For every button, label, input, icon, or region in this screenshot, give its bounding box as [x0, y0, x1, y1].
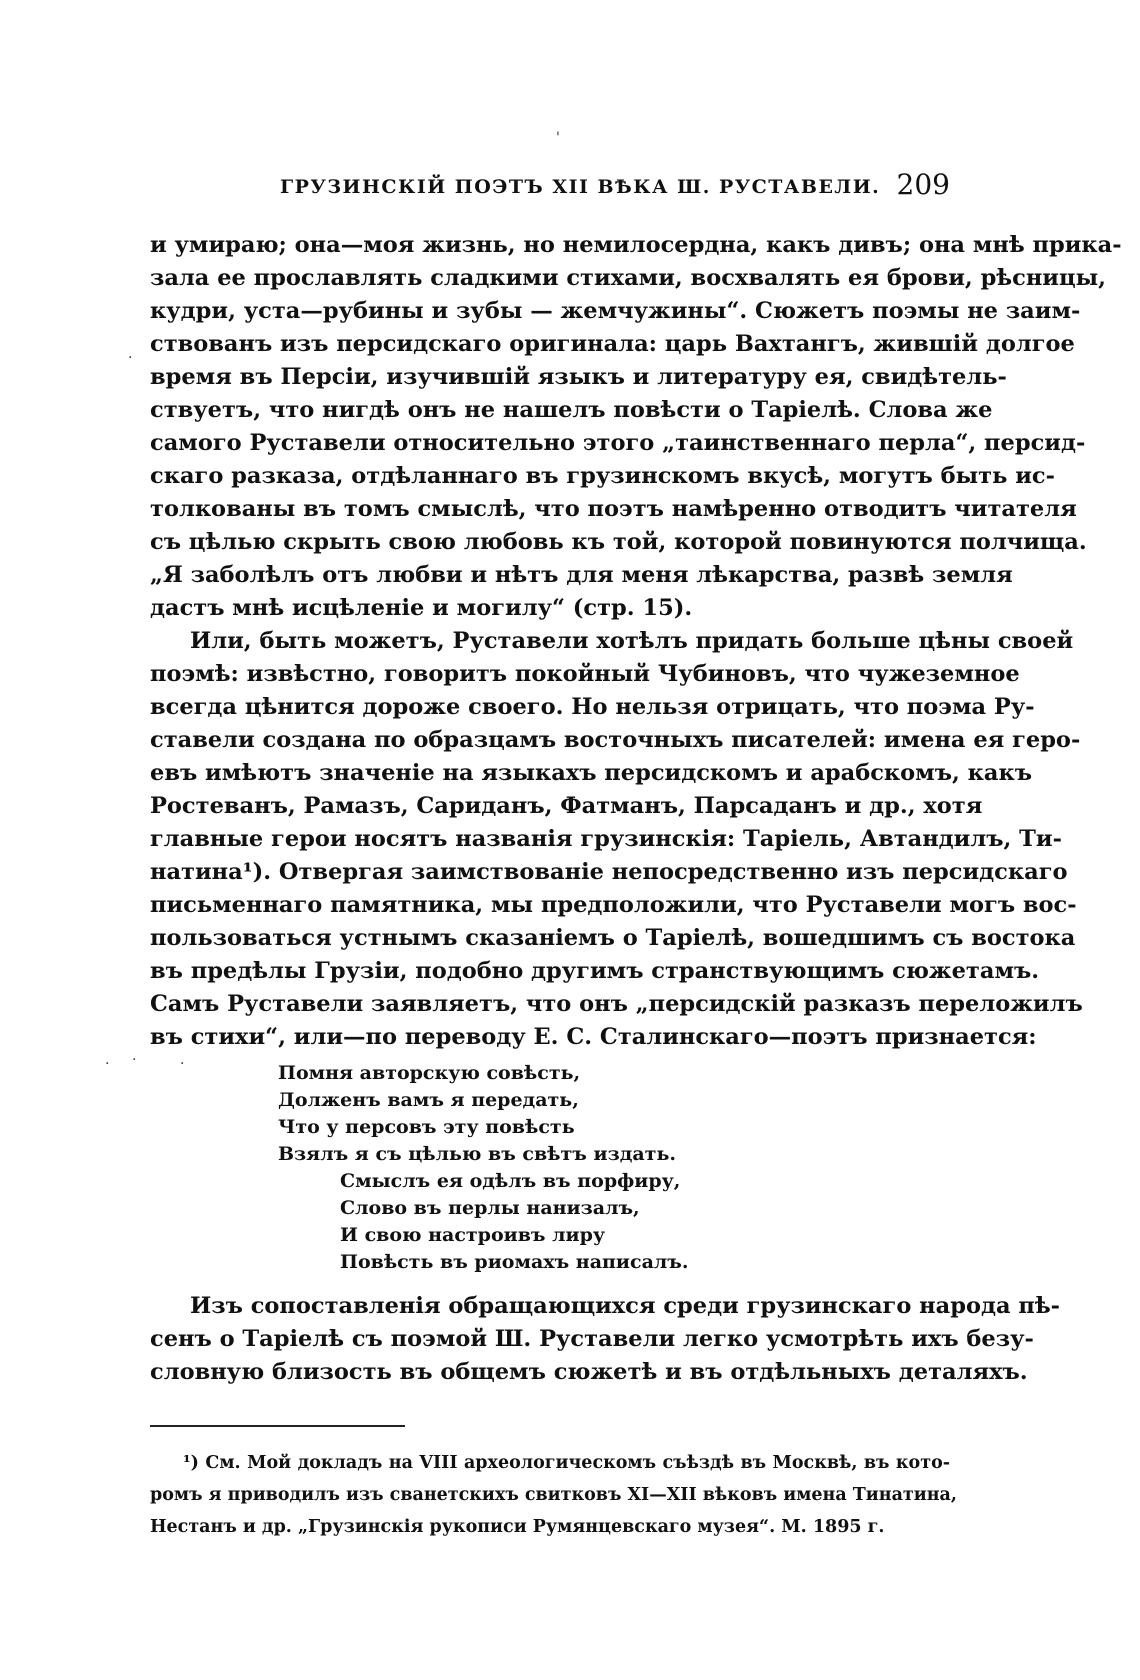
- text-line: время въ Персіи, изучившій языкъ и литературу ея, свидѣтель-: [150, 364, 1007, 390]
- text-line: натина¹). Отвергая заимствованіе непосредственно изъ персидскаго: [150, 859, 1068, 885]
- page-header: [150, 168, 950, 212]
- text-line: ставели создана по образцамъ восточныхъ писателей: имена ея геро-: [150, 727, 1081, 753]
- text-line: ствованъ изъ персидскаго оригинала: царь Вахтангъ, жившій долгое: [150, 331, 1075, 357]
- verse-line: Долженъ вамъ я передать,: [278, 1089, 579, 1111]
- text-line: и умираю; она—моя жизнь, но немилосердна, какъ дивъ; она мнѣ прика-: [150, 232, 1122, 258]
- verse-line: Что у персовъ эту повѣсть: [278, 1116, 575, 1138]
- footnote-line: Нестанъ и др. „Грузинскія рукописи Румянцевскаго музея“. М. 1895 г.: [150, 1517, 885, 1537]
- text-line: пользоваться устнымъ сказаніемъ о Таріелѣ, вошедшимъ съ востока: [150, 925, 1076, 951]
- text-line: Ростеванъ, Рамазъ, Сариданъ, Фатманъ, Парсаданъ и др., хотя: [150, 793, 983, 819]
- text-line: поэмѣ: извѣстно, говоритъ покойный Чубиновъ, что чужеземное: [150, 661, 1020, 687]
- verse-line: Повѣсть въ риомахъ написалъ.: [340, 1251, 689, 1273]
- text-line: евъ имѣютъ значеніе на языкахъ персидскомъ и арабскомъ, какъ: [150, 760, 1032, 786]
- text-line: главные герои носятъ названія грузинскія: Таріель, Автандилъ, Ти-: [150, 826, 1062, 852]
- running-head: ГРУЗИНСКІЙ ПОЭТЪ XII ВѢКА Ш. РУСТАВЕЛИ.: [280, 176, 881, 198]
- text-line: съ цѣлью скрыть свою любовь къ той, которой повинуются полчища.: [150, 529, 1087, 555]
- text-line: ствуетъ, что нигдѣ онъ не нашелъ повѣсти о Таріелѣ. Слова же: [150, 397, 993, 423]
- text-line: сенъ о Таріелѣ съ поэмой Ш. Руставели легко усмотрѣть ихъ безу-: [150, 1326, 1034, 1352]
- verse-line: Смыслъ ея одѣлъ въ порфиру,: [340, 1170, 681, 1192]
- text-line: самого Руставели относительно этого „таинственнаго перла“, персид-: [150, 430, 1086, 456]
- verse-line: Помня авторскую совѣсть,: [278, 1062, 581, 1084]
- text-line: скаго разказа, отдѣланнаго въ грузинскомъ вкусѣ, могутъ быть ис-: [150, 463, 1055, 489]
- text-line: Самъ Руставели заявляетъ, что онъ „персидскій разказъ переложилъ: [150, 991, 1083, 1017]
- text-line: зала ее прославлять сладкими стихами, восхвалять ея брови, рѣсницы,: [150, 265, 1106, 291]
- stray-mark-left-1: .: [128, 346, 133, 362]
- stray-mark-left-2: .: [105, 1052, 110, 1068]
- stray-mark-left-3: ·: [132, 1052, 137, 1068]
- text-line: толкованы въ томъ смыслѣ, что поэтъ намѣренно отводитъ читателя: [150, 496, 1077, 522]
- text-line: кудри, уста—рубины и зубы — жемчужины“. Сюжетъ поэмы не заим-: [150, 298, 1081, 324]
- verse-line: И свою настроивъ лиру: [340, 1224, 606, 1246]
- stray-mark-top: ': [556, 130, 560, 146]
- footnote-line: ромъ я приводилъ изъ сванетскихъ свитковъ XI—XII вѣковъ имена Тинатина,: [150, 1485, 957, 1505]
- text-line: письменнаго памятника, мы предположили, что Руставели могъ вос-: [150, 892, 1077, 918]
- footnote-rule: [150, 1425, 405, 1427]
- text-line: въ предѣлы Грузіи, подобно другимъ странствующимъ сюжетамъ.: [150, 958, 1040, 984]
- page-number: 209: [896, 168, 950, 201]
- text-line: дастъ мнѣ исцѣленіе и могилу“ (стр. 15).: [150, 595, 693, 621]
- text-line: „Я заболѣлъ отъ любви и нѣтъ для меня лѣкарства, развѣ земля: [150, 562, 1013, 588]
- verse-line: Слово въ перлы нанизалъ,: [340, 1197, 640, 1219]
- text-line: Или, быть можетъ, Руставели хотѣлъ придать больше цѣны своей: [190, 628, 1074, 654]
- text-line: въ стихи“, или—по переводу Е. С. Сталинскаго—поэтъ признается:: [150, 1024, 1037, 1050]
- text-line: всегда цѣнится дороже своего. Но нельзя отрицать, что поэма Ру-: [150, 694, 1035, 720]
- verse-line: Взялъ я съ цѣлью въ свѣтъ издать.: [278, 1143, 676, 1165]
- footnote-line: ¹) См. Мой докладъ на VIII археологическомъ съѣздѣ въ Москвѣ, въ кото-: [183, 1453, 950, 1473]
- text-line: словную близость въ общемъ сюжетѣ и въ отдѣльныхъ деталяхъ.: [150, 1359, 1028, 1385]
- text-line: Изъ сопоставленія обращающихся среди грузинскаго народа пѣ-: [190, 1293, 1061, 1319]
- stray-mark-left-4: ·: [180, 1056, 185, 1072]
